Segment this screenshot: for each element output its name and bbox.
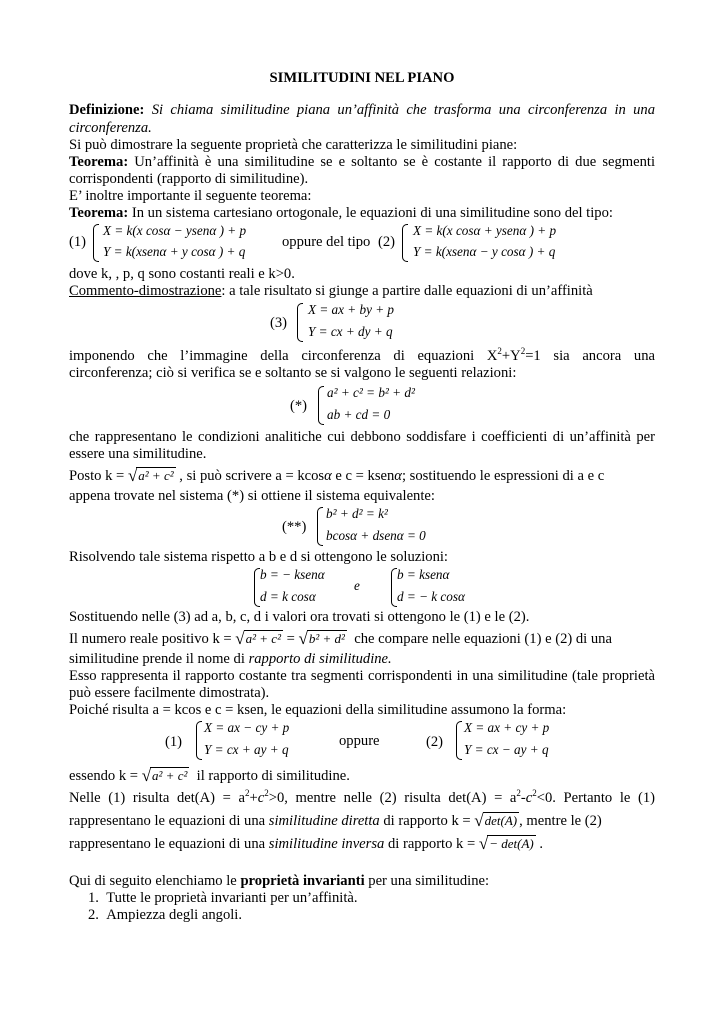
sup-2c: 2: [245, 788, 250, 799]
list-item-text: Tutte le proprietà invarianti per un’affinità.: [106, 890, 358, 906]
sol-and: e: [354, 578, 360, 593]
dove-line: dove k, , p, q sono costanti reali e k>0.: [69, 266, 295, 282]
sys2-brace: [402, 224, 408, 262]
posto-line-1: [69, 467, 604, 485]
sup-2f: 2: [532, 788, 537, 799]
rappr1-c: di rapporto k =: [379, 813, 471, 829]
numero-l2a: similitudine prende il nome di: [69, 651, 249, 667]
numero-eq: =: [286, 631, 295, 647]
theorem1-line-1: [69, 154, 655, 171]
definition-line-1: [69, 102, 655, 119]
numero-a: Il numero reale positivo k =: [69, 631, 232, 647]
rappr1-b: similitudine diretta: [268, 813, 380, 829]
sup-2b: 2: [520, 346, 526, 357]
sys1-brace: [93, 224, 99, 262]
list-item-number: 1.: [88, 890, 99, 906]
numero-l2b: rapporto di similitudine.: [248, 651, 392, 667]
che-line-1: che rappresentano le condizioni analitiche cui debbono soddisfare i coefficienti di un’affinità per: [69, 429, 655, 445]
final2-row1: X = ax + cy + p: [464, 720, 550, 735]
nelle-e: <0. Pertanto le (1): [536, 790, 655, 806]
sup-2e: 2: [516, 788, 521, 799]
numero-line-1: [69, 630, 612, 648]
property-intro: Si può dimostrare la seguente proprietà che caratterizza le similitudini piane:: [69, 137, 518, 153]
alpha-2: α: [394, 468, 402, 484]
final2-brace: [456, 721, 462, 760]
sysstar-label: (*): [290, 398, 308, 414]
nelle-a: Nelle (1) risulta det(A) = a: [69, 790, 245, 806]
sysstar-brace: [318, 386, 324, 425]
final-or: oppure: [339, 733, 380, 749]
sqrt-icon: √: [235, 629, 245, 648]
final2-row2: Y = cx − ay + q: [464, 742, 549, 757]
rappr1-rad: det(A): [484, 813, 518, 828]
nelle-d: -: [520, 790, 526, 806]
sys3-row2: Y = cx + dy + q: [308, 324, 393, 339]
imponendo-b: +Y: [501, 348, 521, 364]
page-title: SIMILITUDINI NEL PIANO: [269, 70, 455, 86]
sysstar2-row1: b² + d² = k²: [326, 506, 388, 521]
theorem2-label: Teorema:: [69, 205, 129, 221]
c-var-1: c: [257, 790, 265, 806]
theorem2-text: In un sistema cartesiano ortogonale, le equazioni di una similitudine sono del tipo:: [131, 205, 613, 221]
sol2-row2: d = − k cosα: [397, 589, 465, 604]
posto-a: Posto k =: [69, 468, 125, 484]
qui-c: per una similitudine:: [364, 873, 490, 889]
final1-label: (1): [165, 734, 183, 750]
posto-rad: a² + c²: [138, 468, 174, 483]
alpha-1: α: [324, 468, 332, 484]
rappr2-b: similitudine inversa: [268, 836, 385, 852]
list-item-text: Ampiezza degli angoli.: [106, 907, 243, 923]
sqrt-icon: √: [298, 629, 308, 648]
sol1-row2: d = k cosα: [260, 589, 316, 604]
definition-line-2: circonferenza.: [69, 120, 152, 136]
rappr2-d: .: [539, 836, 544, 852]
commento-label: Commento-dimostrazione: [69, 283, 222, 299]
che-line-2: essere una similitudine.: [69, 446, 207, 462]
esso-line-2: può essere facilmente dimostrata).: [69, 685, 270, 701]
list-item: [88, 890, 358, 907]
rappr1-d: , mentre le (2): [519, 813, 602, 829]
sostituendo-line: Sostituendo nelle (3) ad a, b, c, d i valori ora trovati si ottengono le (1) e le (2).: [69, 609, 530, 625]
sqrt-icon: √: [474, 811, 484, 830]
sysstar2-row2: bcosα + dsenα = 0: [326, 528, 426, 543]
imponendo-a: imponendo che l’immagine della circonferenza di equazioni X: [69, 348, 498, 364]
qui-a: Qui di seguito elenchiamo le: [69, 873, 241, 889]
sqrt-icon: √: [127, 466, 138, 485]
rappr2-a: rappresentano le equazioni di una: [69, 836, 269, 852]
rappr2-line: [69, 835, 543, 853]
poiche-line: Poiché risulta a = kcos e c = ksen, le equazioni della similitudine assumono la forma:: [69, 702, 567, 718]
theorem1-line-2: corrispondenti (rapporto di similitudine).: [69, 171, 309, 187]
sol2-row1: b = ksenα: [397, 567, 450, 582]
posto-b: , si può scrivere a = kcos: [179, 468, 325, 484]
nelle-line: [69, 790, 655, 807]
esso-line-1: Esso rappresenta il rapporto costante tra segmenti corrispondenti in una similitudine (tale proprietà: [69, 668, 655, 684]
sqrt-icon: √: [478, 834, 489, 853]
list-item: [88, 907, 242, 924]
sqrt-icon: √: [141, 766, 152, 785]
risolvendo-line: Risolvendo tale sistema rispetto a b e d si ottengono le soluzioni:: [69, 549, 448, 565]
essendo-line: [69, 767, 350, 785]
commento-text: : a tale risultato si giunge a partire dalle equazioni di un’affinità: [221, 283, 593, 299]
posto-line-2: appena trovate nel sistema (*) si ottiene il sistema equivalente:: [69, 488, 435, 504]
sup-2d: 2: [264, 788, 269, 799]
sys1-label: (1): [69, 234, 87, 250]
sys3-label: (3): [270, 315, 288, 331]
rappr2-c: di rapporto k =: [384, 836, 476, 852]
list-item-number: 2.: [88, 907, 99, 923]
posto-d: ; sostituendo le espressioni di a e c: [401, 468, 605, 484]
imponendo-c: =1 sia ancora una: [525, 348, 655, 364]
sys2-row1: X = k(x cosα + ysenα ) + p: [413, 223, 557, 238]
c-var-2: c: [525, 790, 533, 806]
numero-rad1: a² + c²: [245, 631, 281, 646]
qui-b: proprietà invarianti: [240, 873, 365, 889]
sysstar-row2: ab + cd = 0: [327, 407, 391, 422]
sysstar2-label: (**): [282, 519, 307, 535]
sys2-label: (2): [378, 234, 396, 250]
essendo-rad: a² + c²: [152, 768, 188, 783]
rappr1-a: rappresentano le equazioni di una: [69, 813, 269, 829]
nelle-b: +: [249, 790, 258, 806]
sup-2a: 2: [497, 346, 502, 357]
theorem1-label: Teorema:: [69, 154, 129, 170]
numero-line-2: [69, 651, 392, 668]
definition-label: Definizione:: [69, 102, 145, 118]
sys3-row1: X = ax + by + p: [308, 302, 395, 317]
rappr1-line: [69, 812, 602, 830]
numero-b: che compare nelle equazioni (1) e (2) di una: [354, 631, 612, 647]
final2-label: (2): [426, 734, 444, 750]
qui-line: [69, 873, 489, 890]
imponendo-line-1: [69, 348, 655, 365]
posto-c: e c = ksen: [331, 468, 395, 484]
nelle-c: >0, mentre nelle (2) risulta det(A) = a: [268, 790, 517, 806]
final1-brace: [196, 721, 202, 760]
sysstar-row1: a² + c² = b² + d²: [327, 385, 415, 400]
sys3-brace: [297, 303, 303, 342]
numero-rad2: b² + d²: [308, 631, 345, 646]
sys1-row1: X = k(x cosα − ysenα ) + p: [103, 223, 247, 238]
rappr2-rad: − det(A): [489, 836, 534, 851]
sys2-row2: Y = k(xsenα − y cosα ) + q: [413, 244, 556, 259]
commento-line: [69, 283, 593, 300]
final1-row1: X = ax − cy + p: [204, 720, 290, 735]
theorem2-line: [69, 205, 613, 222]
sys1-or: oppure del tipo: [282, 234, 371, 250]
imponendo-line-2: circonferenza; ciò si verifica se e soltanto se si valgono le seguenti relazioni:: [69, 365, 517, 381]
sol1-row1: b = − ksenα: [260, 567, 325, 582]
essendo-b: il rapporto di similitudine.: [196, 768, 350, 784]
final1-row2: Y = cx + ay + q: [204, 742, 289, 757]
definition-text-1: Si chiama similitudine piana un’affinità che trasforma una circonferenza in una: [151, 102, 655, 118]
essendo-a: essendo k =: [69, 768, 139, 784]
sys1-row2: Y = k(xsenα + y cosα ) + q: [103, 244, 246, 259]
sysstar2-brace: [317, 507, 323, 546]
theorem1-text-1: Un’affinità è una similitudine se e soltanto se è costante il rapporto di due segmenti: [134, 154, 656, 170]
inoltre-line: E’ inoltre importante il seguente teorema:: [69, 188, 312, 204]
